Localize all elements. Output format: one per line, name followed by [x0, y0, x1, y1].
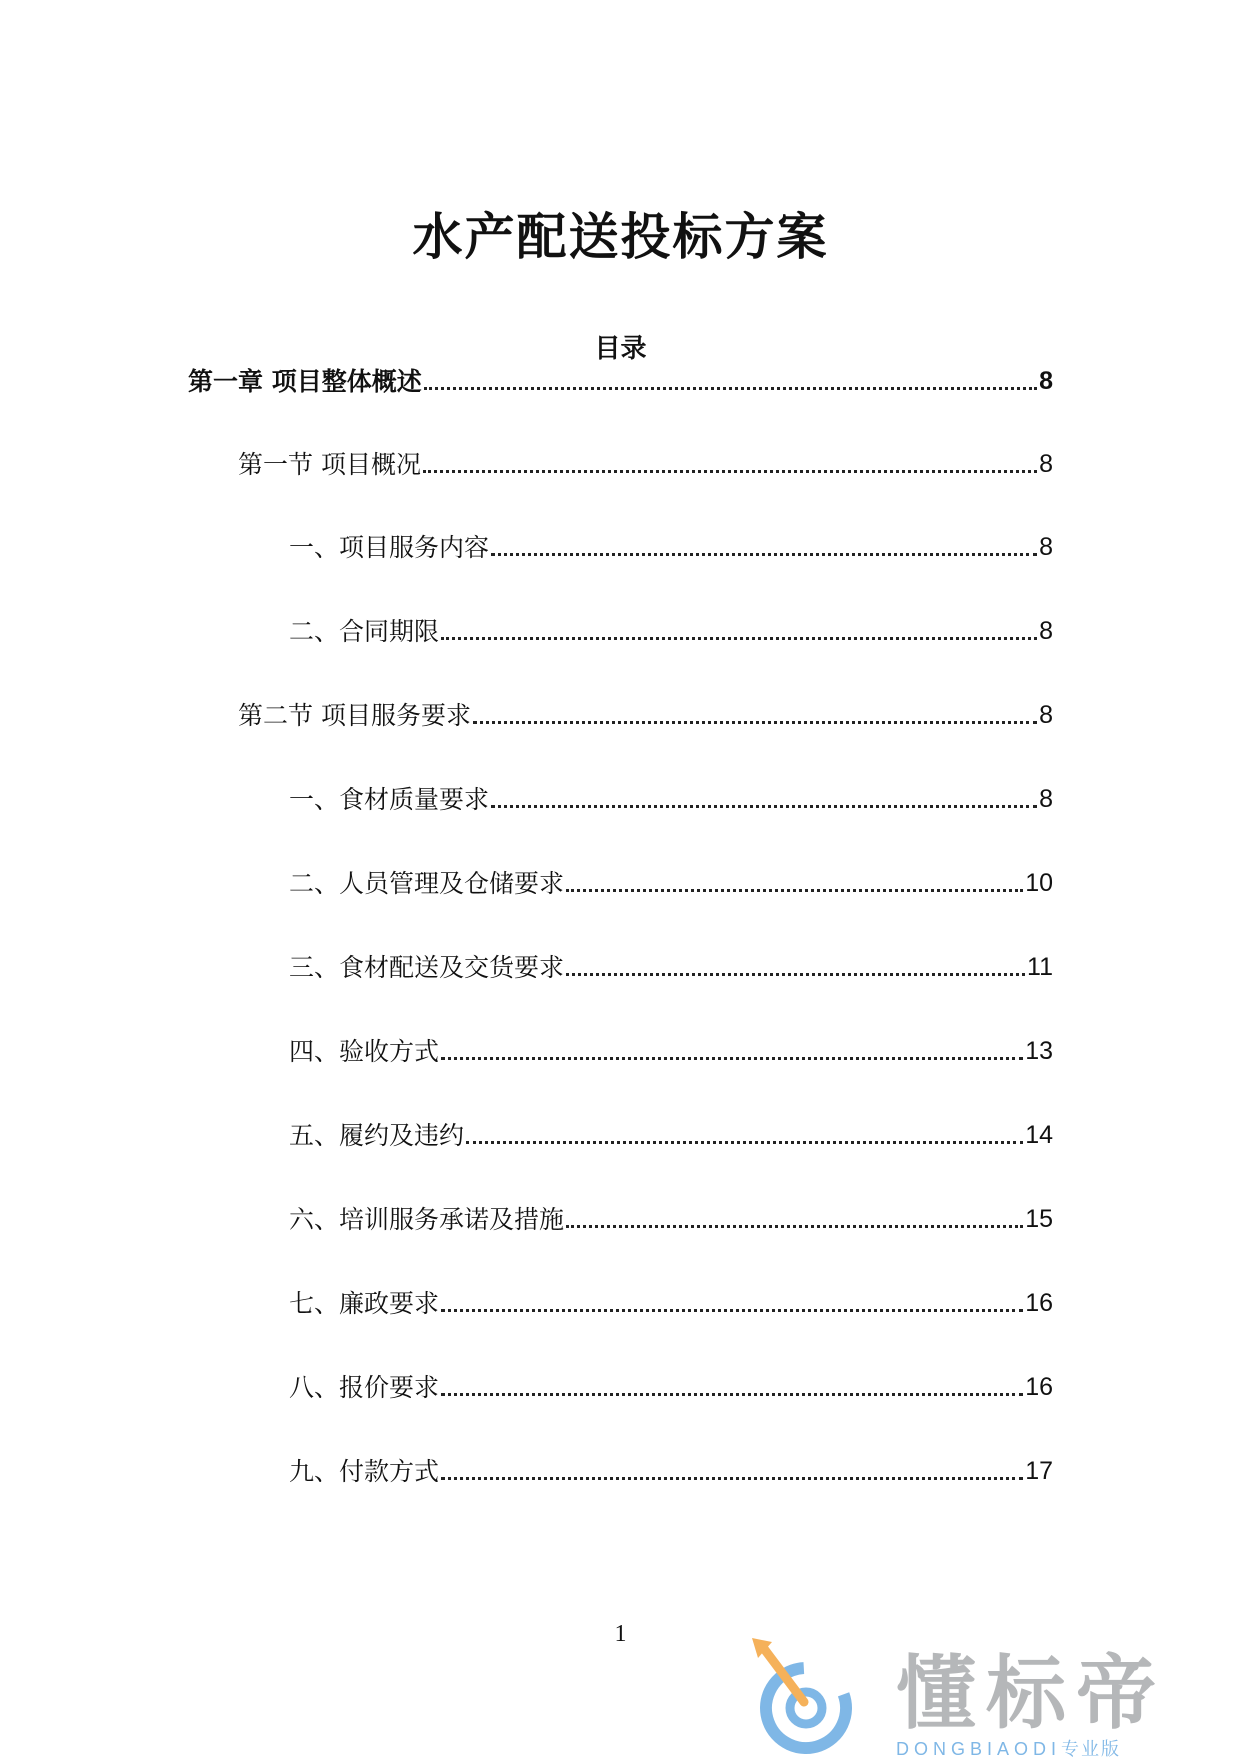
toc-entry[interactable]	[289, 1360, 1053, 1400]
toc-entry-page: 13	[1025, 1037, 1053, 1065]
watermark-edition: 专业版	[1061, 1739, 1122, 1759]
toc-dot-leader	[473, 721, 1037, 724]
toc-entry-label: 二、合同期限	[289, 617, 440, 646]
toc-entry[interactable]	[289, 520, 1053, 560]
toc-entry-label: 第一节 项目概况	[238, 450, 421, 479]
toc-entry[interactable]	[289, 1444, 1053, 1484]
toc-entry[interactable]	[289, 1276, 1053, 1316]
toc-entry-label: 四、验收方式	[289, 1037, 440, 1066]
toc-entry-label: 第一章 项目整体概述	[188, 367, 422, 396]
toc-entry-label: 一、项目服务内容	[289, 533, 490, 562]
toc-dot-leader	[466, 1141, 1023, 1144]
toc-entry[interactable]	[289, 940, 1053, 980]
toc-dot-leader	[441, 1393, 1023, 1396]
toc-entry[interactable]	[238, 688, 1053, 728]
toc-entry-page: 15	[1025, 1205, 1053, 1233]
toc-entry-page: 16	[1025, 1289, 1053, 1317]
toc-entry-page: 14	[1025, 1121, 1053, 1149]
toc-entry-page: 17	[1025, 1457, 1053, 1485]
toc-dot-leader	[566, 973, 1025, 976]
toc-entry-page: 16	[1025, 1373, 1053, 1401]
toc-entry-label: 八、报价要求	[289, 1373, 440, 1402]
toc-entry-page: 8	[1039, 617, 1053, 645]
toc-entry-page: 8	[1039, 450, 1053, 478]
toc-entry-label: 七、廉政要求	[289, 1289, 440, 1318]
toc-entry-label: 五、履约及违约	[289, 1121, 465, 1150]
watermark-subtitle	[896, 1740, 1121, 1758]
toc-entry-label: 三、食材配送及交货要求	[289, 953, 565, 982]
toc-entry-label: 九、付款方式	[289, 1457, 440, 1486]
toc-entry-page: 8	[1039, 533, 1053, 561]
toc-entry[interactable]	[289, 856, 1053, 896]
toc-entry-label: 第二节 项目服务要求	[238, 701, 471, 730]
toc-entry-page: 8	[1039, 367, 1053, 395]
toc-entry-page: 8	[1039, 785, 1053, 813]
toc-entry-label: 六、培训服务承诺及措施	[289, 1205, 565, 1234]
toc-entry-label: 一、食材质量要求	[289, 785, 490, 814]
toc-entry[interactable]	[289, 1192, 1053, 1232]
toc-entry-label: 二、人员管理及仓储要求	[289, 869, 565, 898]
toc-dot-leader	[423, 470, 1037, 473]
toc-entry[interactable]	[289, 1024, 1053, 1064]
toc-dot-leader	[441, 637, 1037, 640]
page-number: 1	[614, 1621, 627, 1647]
toc-dot-leader	[441, 1057, 1023, 1060]
toc-dot-leader	[424, 387, 1037, 390]
toc-entry[interactable]	[289, 604, 1053, 644]
toc-entry[interactable]	[238, 437, 1053, 477]
toc-dot-leader	[566, 889, 1023, 892]
toc-entry[interactable]	[188, 354, 1053, 394]
watermark-logo	[748, 1636, 1218, 1759]
toc-entry-page: 10	[1025, 869, 1053, 897]
toc-dot-leader	[491, 805, 1037, 808]
toc-heading: 目录	[594, 333, 647, 364]
watermark-brand-pinyin: DONGBIAODI	[896, 1739, 1062, 1759]
watermark-brand-name: 懂标帝	[896, 1647, 1166, 1740]
toc-dot-leader	[566, 1225, 1023, 1228]
document-title: 水产配送投标方案	[412, 207, 829, 266]
toc-entry[interactable]	[289, 1108, 1053, 1148]
toc-entry-page: 11	[1027, 953, 1053, 981]
target-arrow-icon	[748, 1636, 868, 1754]
toc-dot-leader	[441, 1309, 1023, 1312]
toc-dot-leader	[491, 553, 1037, 556]
toc-dot-leader	[441, 1477, 1023, 1480]
toc-entry[interactable]	[289, 772, 1053, 812]
toc-entry-page: 8	[1039, 701, 1053, 729]
